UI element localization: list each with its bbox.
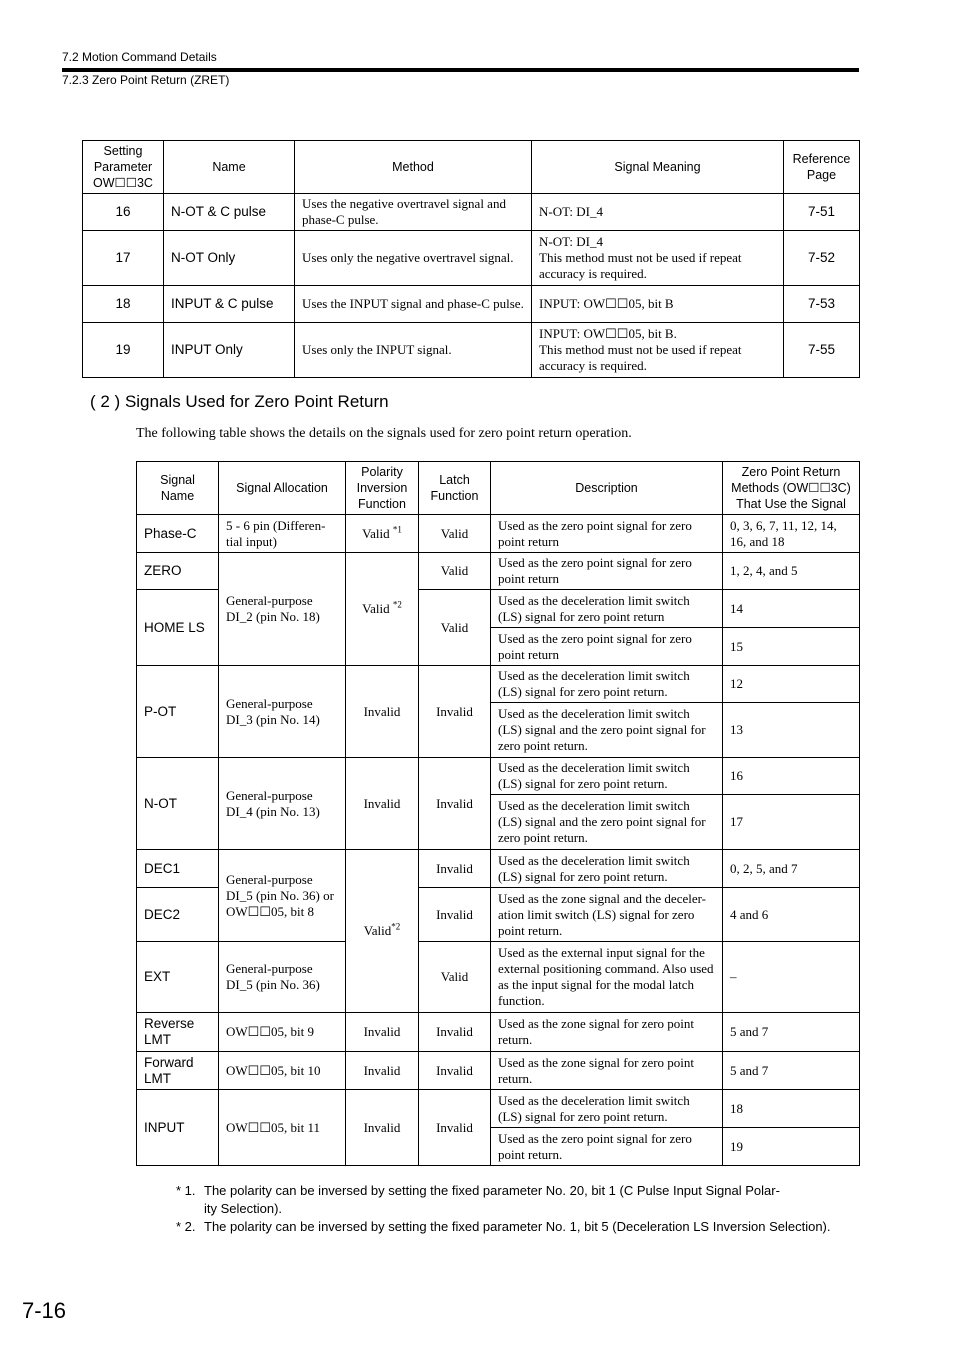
polarity-cell: Invalid xyxy=(346,1052,419,1090)
ref-cell: 7-55 xyxy=(784,323,860,378)
signals-table xyxy=(136,461,860,1166)
signal-name: Phase-C xyxy=(137,515,219,553)
description-cell: Used as the zero point signal for zero point return. xyxy=(491,1128,723,1166)
description-cell: Used as the zone signal and the deceler-ation limit switch (LS) signal for zero point return. xyxy=(491,888,723,942)
signal-name: DEC2 xyxy=(137,888,219,942)
signal-name: DEC1 xyxy=(137,850,219,888)
latch-cell: Invalid xyxy=(419,758,491,850)
method-cell: Uses the INPUT signal and phase-C pulse. xyxy=(295,286,532,323)
methods-cell: 5 and 7 xyxy=(723,1013,860,1052)
table-row xyxy=(137,850,860,888)
description-cell: Used as the deceleration limit switch (LS) signal for zero point return. xyxy=(491,850,723,888)
param-cell: 17 xyxy=(83,231,164,286)
name-cell: N-OT & C pulse xyxy=(164,194,295,231)
signal-allocation: OW☐☐05, bit 9 xyxy=(219,1013,346,1052)
signal-name: HOME LS xyxy=(137,590,219,666)
signal-allocation: General-purpose DI_2 (pin No. 18) xyxy=(219,553,346,666)
description-cell: Used as the zero point signal for zero point return xyxy=(491,515,723,553)
latch-cell: Invalid xyxy=(419,1052,491,1090)
col-header: Name xyxy=(164,141,295,194)
latch-cell: Invalid xyxy=(419,1090,491,1166)
methods-cell: 4 and 6 xyxy=(723,888,860,942)
description-cell: Used as the deceleration limit switch (LS) signal for zero point return. xyxy=(491,758,723,795)
table-row xyxy=(137,1052,860,1090)
col-header: Method xyxy=(295,141,532,194)
col-header: Polarity Inversion Function xyxy=(346,462,419,515)
meaning-cell xyxy=(532,323,784,378)
subsection-header: 7.2.3 Zero Point Return (ZRET) xyxy=(62,73,230,87)
description-cell: Used as the zero point signal for zero point return xyxy=(491,628,723,666)
meaning-note: This method must not be used if repeat accuracy is required. xyxy=(539,250,742,281)
methods-cell: 19 xyxy=(723,1128,860,1166)
name-cell: INPUT Only xyxy=(164,323,295,378)
latch-cell: Valid xyxy=(419,942,491,1013)
zero-return-method-table xyxy=(82,140,860,378)
signal-name: N-OT xyxy=(137,758,219,850)
signal-name: Forward LMT xyxy=(137,1052,219,1090)
table-row xyxy=(137,666,860,703)
methods-cell: 0, 3, 6, 7, 11, 12, 14, 16, and 18 xyxy=(723,515,860,553)
footnote-ref: *2 xyxy=(391,921,401,932)
table-row xyxy=(137,1090,860,1128)
method-cell: Uses the negative overtravel signal and phase-C pulse. xyxy=(295,194,532,231)
meaning-line: N-OT: DI_4 xyxy=(539,204,603,219)
col-header: Signal Allocation xyxy=(219,462,346,515)
col-header: Reference Page xyxy=(784,141,860,194)
ref-cell: 7-53 xyxy=(784,286,860,323)
table-row xyxy=(137,515,860,553)
header-rule xyxy=(62,68,859,72)
table-row xyxy=(83,286,860,323)
latch-cell: Invalid xyxy=(419,888,491,942)
meaning-note: This method must not be used if repeat accuracy is required. xyxy=(539,342,742,373)
col-header: Signal Meaning xyxy=(532,141,784,194)
table-header-row xyxy=(83,141,860,194)
methods-cell: 14 xyxy=(723,590,860,628)
meaning-line: N-OT: DI_4 xyxy=(539,234,603,249)
description-cell: Used as the deceleration limit switch (LS) signal for zero point return xyxy=(491,590,723,628)
table-row xyxy=(83,231,860,286)
meaning-cell xyxy=(532,194,784,231)
description-cell: Used as the deceleration limit switch (LS) signal and the zero point signal for zero point return. xyxy=(491,703,723,758)
table-header-row xyxy=(137,462,860,515)
signal-name: P-OT xyxy=(137,666,219,758)
polarity-cell: Invalid xyxy=(346,1013,419,1052)
col-header: Latch Function xyxy=(419,462,491,515)
description-cell: Used as the zone signal for zero point return. xyxy=(491,1052,723,1090)
latch-cell: Valid xyxy=(419,515,491,553)
section-title: ( 2 ) Signals Used for Zero Point Return xyxy=(90,392,389,411)
polarity-cell: Invalid xyxy=(346,758,419,850)
table-row xyxy=(137,1013,860,1052)
latch-cell: Invalid xyxy=(419,1013,491,1052)
signal-allocation: General-purpose DI_3 (pin No. 14) xyxy=(219,666,346,758)
description-cell: Used as the deceleration limit switch (LS) signal for zero point return. xyxy=(491,1090,723,1128)
meaning-line: INPUT: OW☐☐05, bit B. xyxy=(539,326,677,341)
signal-allocation: General-purpose DI_4 (pin No. 13) xyxy=(219,758,346,850)
signal-allocation: OW☐☐05, bit 11 xyxy=(219,1090,346,1166)
methods-cell: 1, 2, 4, and 5 xyxy=(723,553,860,590)
method-cell: Uses only the INPUT signal. xyxy=(295,323,532,378)
latch-cell: Valid xyxy=(419,553,491,590)
description-cell: Used as the deceleration limit switch (LS) signal and the zero point signal for zero point return. xyxy=(491,795,723,850)
section-header: 7.2 Motion Command Details xyxy=(62,50,217,64)
methods-cell: 13 xyxy=(723,703,860,758)
name-cell: N-OT Only xyxy=(164,231,295,286)
intro-paragraph: The following table shows the details on the signals used for zero point return operation. xyxy=(136,426,632,441)
methods-cell: 15 xyxy=(723,628,860,666)
polarity-cell: Invalid xyxy=(346,666,419,758)
footnote-ref: *1 xyxy=(392,524,402,535)
col-header: Zero Point Return Methods (OW☐☐3C) That Use the Signal xyxy=(723,462,860,515)
table-row xyxy=(137,942,860,1013)
table-row xyxy=(137,553,860,590)
table-row xyxy=(137,758,860,795)
param-cell: 19 xyxy=(83,323,164,378)
col-header: Setting Parameter OW☐☐3C xyxy=(83,141,164,194)
name-cell: INPUT & C pulse xyxy=(164,286,295,323)
ref-cell: 7-51 xyxy=(784,194,860,231)
methods-cell: – xyxy=(723,942,860,1013)
latch-cell: Valid xyxy=(419,590,491,666)
signal-allocation: General-purpose DI_5 (pin No. 36) xyxy=(219,942,346,1013)
ref-cell: 7-52 xyxy=(784,231,860,286)
description-cell: Used as the zero point signal for zero point return xyxy=(491,553,723,590)
signal-allocation: OW☐☐05, bit 10 xyxy=(219,1052,346,1090)
footnote-ref: *2 xyxy=(392,599,402,610)
footnote-text-continued: ity Selection). xyxy=(204,1201,283,1216)
param-cell: 18 xyxy=(83,286,164,323)
footnote-mark: * 2. xyxy=(176,1219,196,1234)
param-cell: 16 xyxy=(83,194,164,231)
methods-cell: 0, 2, 5, and 7 xyxy=(723,850,860,888)
signal-name: INPUT xyxy=(137,1090,219,1166)
footnote-text: The polarity can be inversed by setting the fixed parameter No. 1, bit 5 (Deceleration LS Inversion Selection). xyxy=(204,1219,831,1234)
polarity-cell: Invalid xyxy=(346,1090,419,1166)
description-cell: Used as the zone signal for zero point return. xyxy=(491,1013,723,1052)
footnote-1 xyxy=(176,1182,816,1218)
latch-cell: Invalid xyxy=(419,850,491,888)
polarity-cell: Valid $^{*2}$ xyxy=(346,553,419,666)
meaning-cell xyxy=(532,286,784,323)
meaning-line: INPUT: OW☐☐05, bit B xyxy=(539,296,674,311)
meaning-cell xyxy=(532,231,784,286)
signal-name: ZERO xyxy=(137,553,219,590)
col-header: Description xyxy=(491,462,723,515)
signal-name: EXT xyxy=(137,942,219,1013)
footnote-text: The polarity can be inversed by setting the fixed parameter No. 20, bit 1 (C Pulse Input Signal Polar- xyxy=(204,1183,780,1198)
signal-name: Reverse LMT xyxy=(137,1013,219,1052)
methods-cell: 18 xyxy=(723,1090,860,1128)
methods-cell: 16 xyxy=(723,758,860,795)
methods-cell: 5 and 7 xyxy=(723,1052,860,1090)
description-cell: Used as the deceleration limit switch (LS) signal for zero point return. xyxy=(491,666,723,703)
col-header: Signal Name xyxy=(137,462,219,515)
latch-cell: Invalid xyxy=(419,666,491,758)
footnote-mark: * 1. xyxy=(176,1183,196,1198)
description-cell: Used as the external input signal for the external positioning command. Also used as the input signal for the modal latch function. xyxy=(491,942,723,1013)
polarity-cell: Valid$^{*2}$ xyxy=(346,850,419,1013)
methods-cell: 12 xyxy=(723,666,860,703)
footnote-2 xyxy=(176,1218,876,1236)
signal-allocation: General-purpose DI_5 (pin No. 36) or OW☐☐05, bit 8 xyxy=(219,850,346,942)
table-row xyxy=(83,323,860,378)
signal-allocation: 5 - 6 pin (Differen-tial input) xyxy=(219,515,346,553)
methods-cell: 17 xyxy=(723,795,860,850)
table-row xyxy=(83,194,860,231)
polarity-cell: Valid $^{*1}$ xyxy=(346,515,419,553)
method-cell: Uses only the negative overtravel signal. xyxy=(295,231,532,286)
page-number: 7-16 xyxy=(22,1298,67,1323)
